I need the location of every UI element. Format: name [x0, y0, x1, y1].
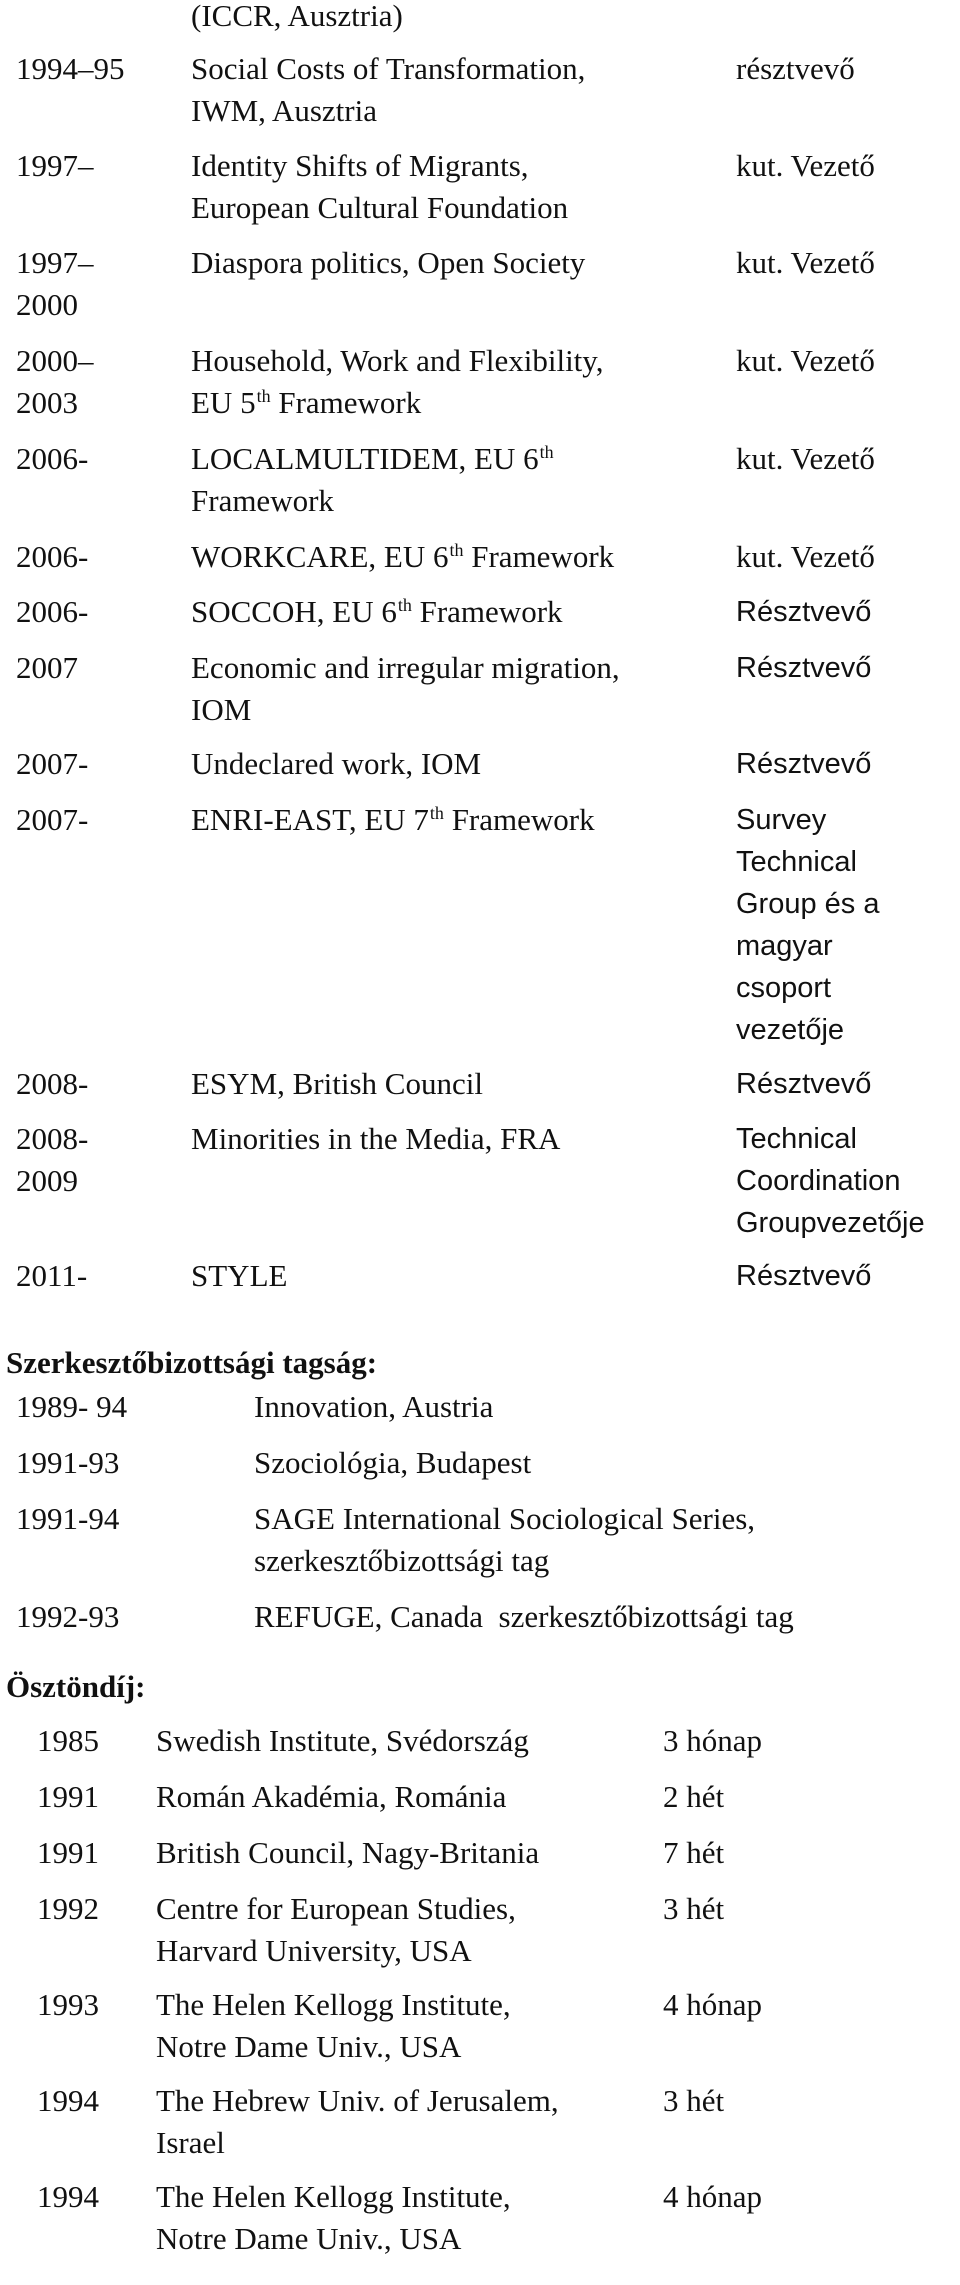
project-year: 2000– [16, 343, 94, 378]
editorial-year: 1991-94 [16, 1501, 120, 1536]
scholarship-duration: 3 hét [663, 1891, 725, 1926]
project-role: Survey Technical Group és a magyar csoport vezetője [736, 804, 880, 1046]
project-year-line2: 2009 [16, 1163, 78, 1198]
project-role: kut. Vezető [736, 245, 875, 280]
project-role: Résztvevő [736, 652, 872, 684]
project-year: 2007- [16, 802, 89, 837]
scholarship-place: The Helen Kellogg Institute, [156, 2179, 511, 2214]
project-role: Résztvevő [736, 1260, 872, 1292]
scholarship-duration: 4 hónap [663, 1987, 763, 2022]
project-title: Identity Shifts of Migrants, [191, 148, 529, 183]
project-role: résztvevő [736, 51, 855, 86]
scholarship-place-line2: Notre Dame Univ., USA [156, 2029, 462, 2064]
scholarship-place: British Council, Nagy-Britania [156, 1835, 540, 1870]
project-role: kut. Vezető [736, 539, 875, 574]
editorial-text: REFUGE, Canada szerkesztőbizottsági tag [254, 1599, 794, 1634]
project-role: kut. Vezető [736, 441, 875, 476]
scholarship-duration: 3 hét [663, 2083, 725, 2118]
scholarship-year: 1991 [37, 1835, 99, 1870]
scholarship-year: 1985 [37, 1723, 99, 1758]
project-title-line2: IWM, Ausztria [191, 93, 377, 128]
scholarship-place-line2: Israel [156, 2125, 225, 2160]
project-year: 1994–95 [16, 51, 125, 86]
scholarship-year: 1994 [37, 2179, 99, 2214]
project-title: WORKCARE, EU 6th Framework [191, 539, 615, 574]
scholarships-heading: Ösztöndíj: [6, 1669, 146, 1704]
scholarship-duration: 3 hónap [663, 1723, 763, 1758]
project-title: LOCALMULTIDEM, EU 6th [191, 441, 554, 476]
project-year-line2: 2003 [16, 385, 78, 420]
row-continuation: (ICCR, Ausztria) [191, 0, 403, 33]
project-year: 2008- [16, 1121, 89, 1156]
project-title: Undeclared work, IOM [191, 746, 482, 781]
project-title-line2: European Cultural Foundation [191, 190, 569, 225]
editorial-year: 1989- 94 [16, 1389, 128, 1424]
scholarship-year: 1993 [37, 1987, 99, 2022]
editorial-heading: Szerkesztőbizottsági tagság: [6, 1345, 378, 1380]
project-title-line2: Framework [191, 483, 334, 518]
project-title: Economic and irregular migration, [191, 650, 620, 685]
project-title: Household, Work and Flexibility, [191, 343, 604, 378]
project-title-line2: IOM [191, 692, 252, 727]
scholarship-duration: 2 hét [663, 1779, 725, 1814]
project-year: 2006- [16, 539, 89, 574]
project-year: 2008- [16, 1066, 89, 1101]
scholarship-place: Swedish Institute, Svédország [156, 1723, 529, 1758]
editorial-year: 1991-93 [16, 1445, 120, 1480]
project-year: 2006- [16, 441, 89, 476]
project-role: Résztvevő [736, 748, 872, 780]
project-role: Résztvevő [736, 1068, 872, 1100]
editorial-text: SAGE International Sociological Series, [254, 1501, 756, 1536]
project-title-line2: EU 5th Framework [191, 385, 422, 420]
scholarship-place: The Hebrew Univ. of Jerusalem, [156, 2083, 559, 2118]
project-year: 2007 [16, 650, 78, 685]
project-year: 2011- [16, 1258, 88, 1293]
project-title: ESYM, British Council [191, 1066, 483, 1101]
project-role: kut. Vezető [736, 148, 875, 183]
scholarship-year: 1994 [37, 2083, 99, 2118]
scholarship-duration: 4 hónap [663, 2179, 763, 2214]
project-title: ENRI-EAST, EU 7th Framework [191, 802, 595, 837]
project-year: 2007- [16, 746, 89, 781]
project-role: kut. Vezető [736, 343, 875, 378]
editorial-text: Szociológia, Budapest [254, 1445, 532, 1480]
scholarship-place: Román Akadémia, Románia [156, 1779, 507, 1814]
scholarship-year: 1991 [37, 1779, 99, 1814]
project-year-line2: 2000 [16, 287, 78, 322]
scholarship-duration: 7 hét [663, 1835, 725, 1870]
scholarship-place: The Helen Kellogg Institute, [156, 1987, 511, 2022]
project-title: Minorities in the Media, FRA [191, 1121, 561, 1156]
scholarship-place: Centre for European Studies, [156, 1891, 516, 1926]
project-year: 1997– [16, 245, 94, 280]
project-title: Social Costs of Transformation, [191, 51, 586, 86]
project-role: Résztvevő [736, 596, 872, 628]
editorial-text: Innovation, Austria [254, 1389, 494, 1424]
project-year: 1997– [16, 148, 94, 183]
project-role: Technical Coordination Groupvezetője [736, 1123, 925, 1239]
project-title: Diaspora politics, Open Society [191, 245, 586, 280]
project-title: STYLE [191, 1258, 288, 1293]
scholarship-year: 1992 [37, 1891, 99, 1926]
scholarship-place-line2: Harvard University, USA [156, 1933, 472, 1968]
editorial-text-line2: szerkesztőbizottsági tag [254, 1543, 550, 1578]
project-year: 2006- [16, 594, 89, 629]
editorial-year: 1992-93 [16, 1599, 120, 1634]
project-title: SOCCOH, EU 6th Framework [191, 594, 563, 629]
scholarship-place-line2: Notre Dame Univ., USA [156, 2221, 462, 2256]
